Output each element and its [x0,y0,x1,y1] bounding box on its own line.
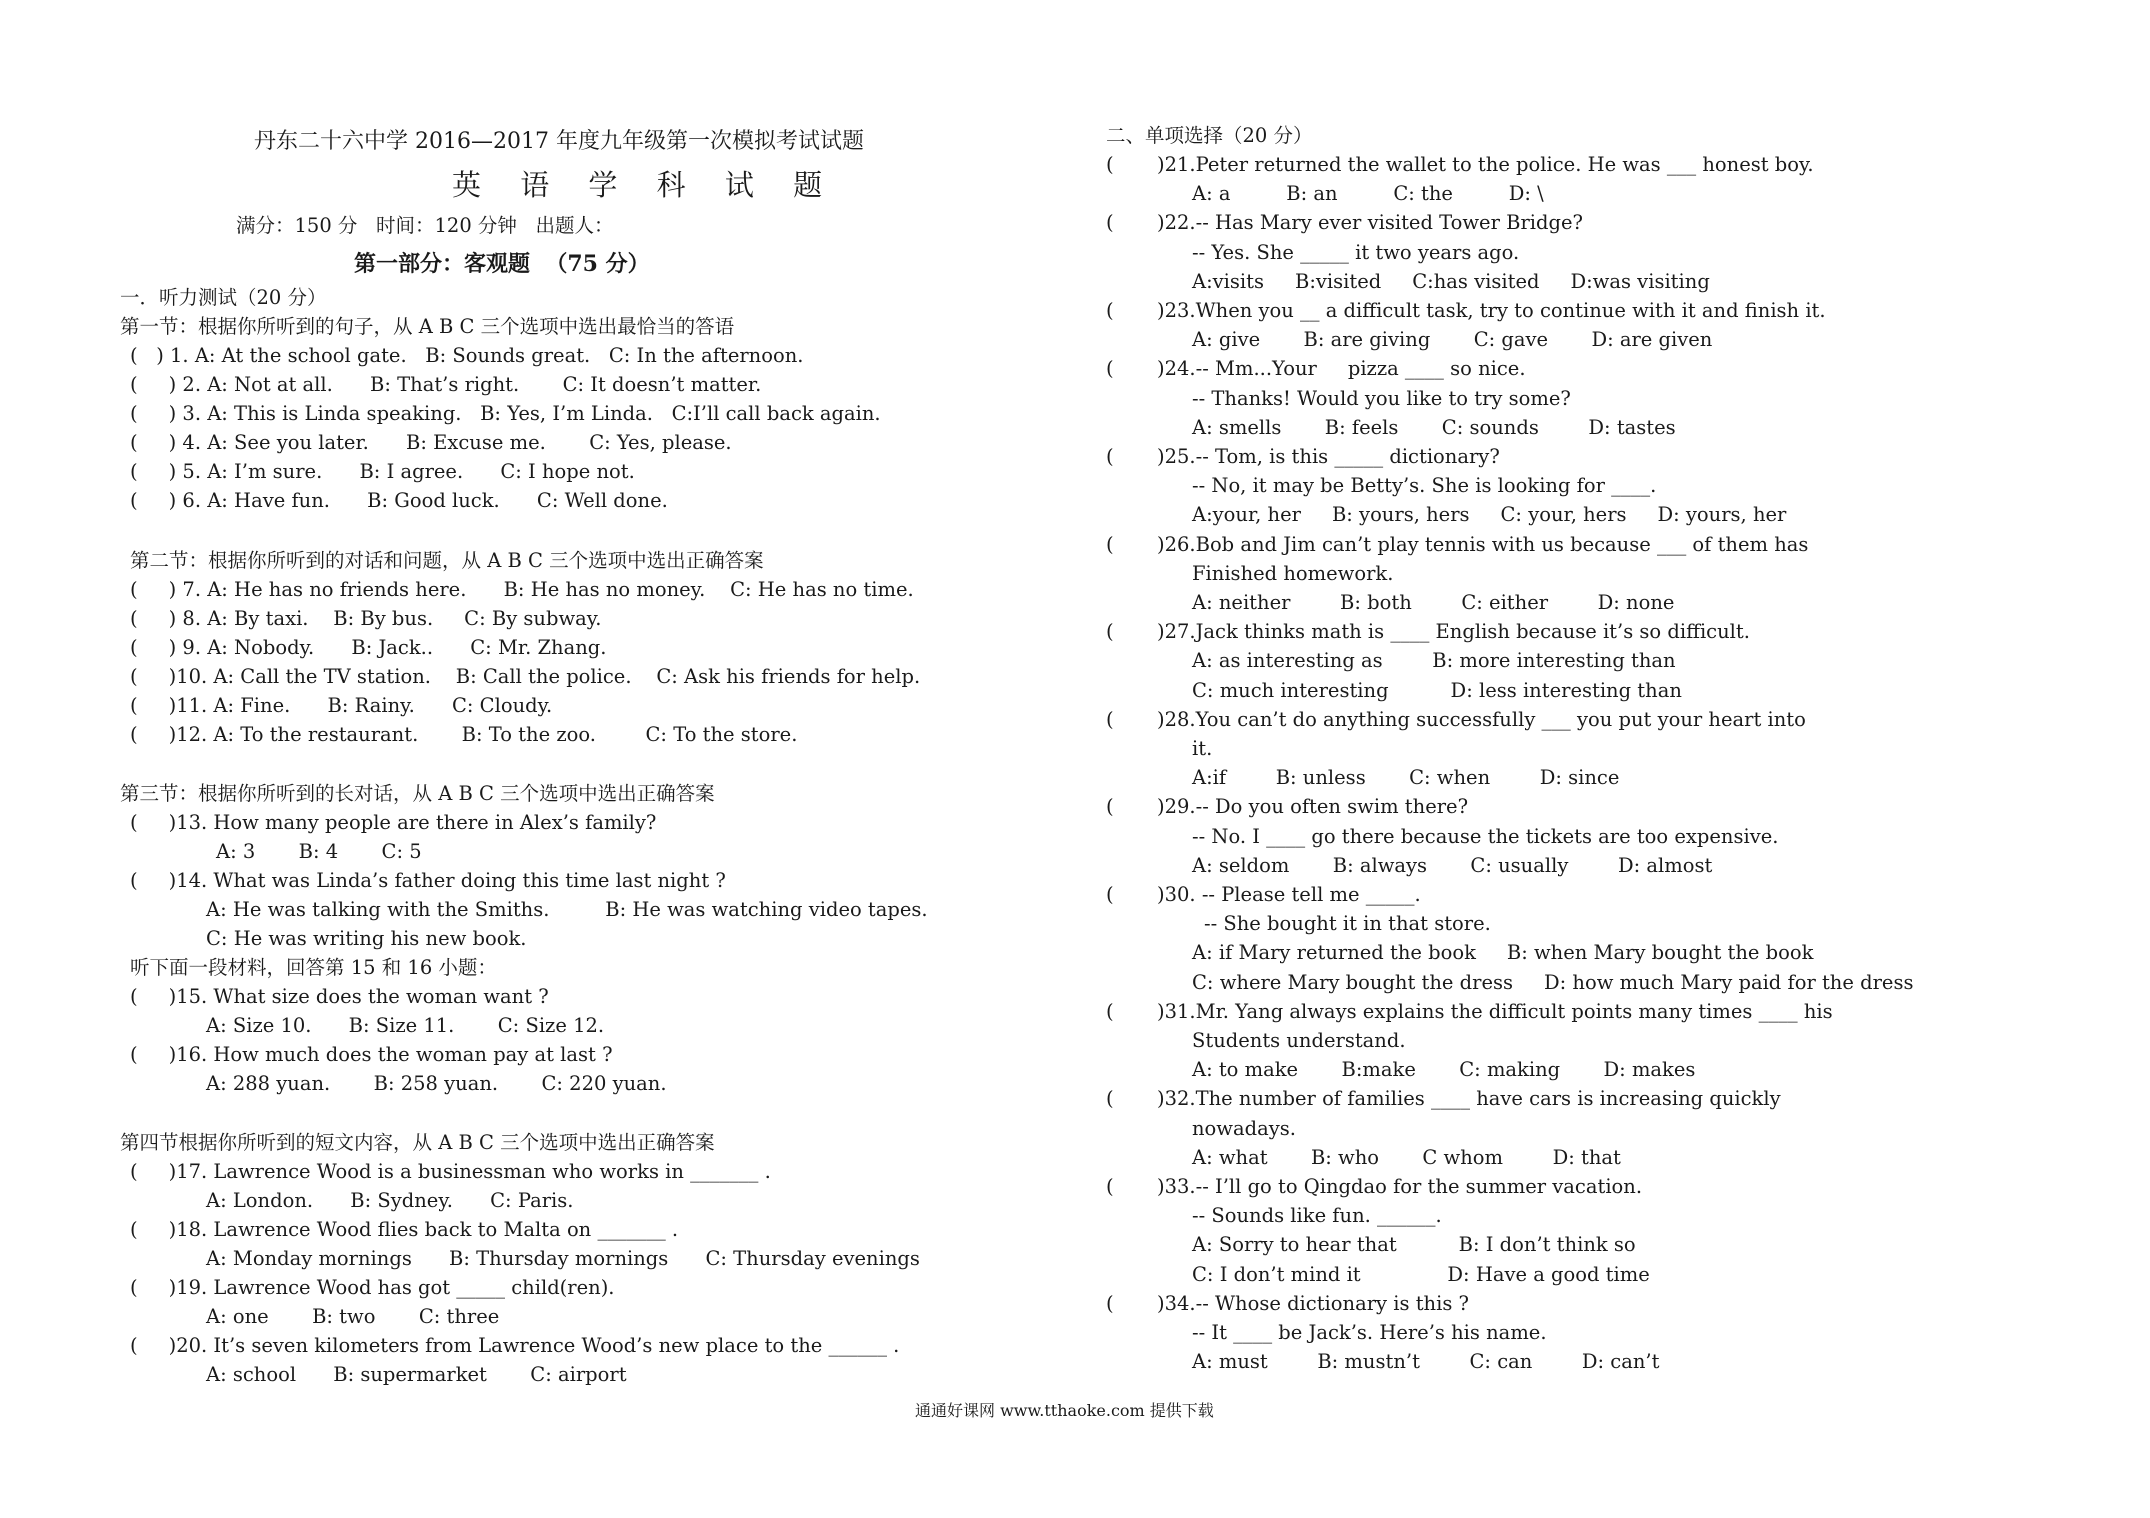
continuation-line: -- No, it may be Betty’s. She is looking for ____. [1192,474,1657,498]
question-line: ( )25.-- Tom, is this _____ dictionary? [1106,445,1500,468]
option-line: A: Sorry to hear that B: I don’t think so [1192,1233,1636,1257]
section-heading: 第二节：根据你所听到的对话和问题，从 A B C 三个选项中选出正确答案 [130,549,764,572]
option-line: A: 3 B: 4 C: 5 [216,840,422,863]
question-line: ( )16. How much does the woman pay at last ? [130,1043,613,1066]
question-line: ( )17. Lawrence Wood is a businessman who works in _______ . [130,1160,771,1183]
option-line: A: as interesting as B: more interesting than [1192,649,1676,673]
question-line: ( ) 9. A: Nobody. B: Jack.. C: Mr. Zhang. [130,636,607,659]
exam-info: 满分：150 分 时间：120 分钟 出题人： [236,214,614,237]
question-line: ( )27.Jack thinks math is ____ English because it’s so difficult. [1106,620,1750,644]
subject-title: 英 语 学 科 试 题 [452,168,838,202]
option-line: C: much interesting D: less interesting than [1192,678,1682,702]
continuation-line: it. [1192,737,1213,760]
school-title: 丹东二十六中学 2016—2017 年度九年级第一次模拟考试试题 [254,129,864,154]
question-line: ( )13. How many people are there in Alex’s family? [130,811,657,834]
question-line: ( ) 6. A: Have fun. B: Good luck. C: Well done. [130,489,668,512]
question-line: ( )20. It’s seven kilometers from Lawrence Wood’s new place to the ______ . [130,1334,900,1357]
question-line: ( )31.Mr. Yang always explains the difficult points many times ____ his [1106,999,1833,1023]
question-line: ( )12. A: To the restaurant. B: To the zoo. C: To the store. [130,723,798,746]
question-line: ( )24.-- Mm...Your pizza ____ so nice. [1106,357,1526,381]
section-heading: 第三节：根据你所听到的长对话，从 A B C 三个选项中选出正确答案 [120,782,715,805]
question-line: ( )22.-- Has Mary ever visited Tower Bridge? [1106,211,1583,235]
option-line: A: what B: who C whom D: that [1192,1145,1621,1169]
option-line: A: give B: are giving C: gave D: are given [1192,328,1713,352]
continuation-line: -- It ____ be Jack’s. Here’s his name. [1192,1321,1547,1344]
option-line: A:visits B:visited C:has visited D:was visiting [1192,269,1710,293]
continuation-line: -- Sounds like fun. ______. [1192,1204,1442,1228]
option-line: A: seldom B: always C: usually D: almost [1192,853,1713,877]
question-line: ( ) 4. A: See you later. B: Excuse me. C: Yes, please. [130,431,732,454]
continuation-line: -- Thanks! Would you like to try some? [1192,386,1571,410]
option-line: A: Monday mornings B: Thursday mornings C: Thursday evenings [206,1247,920,1270]
question-line: ( )19. Lawrence Wood has got _____ child(ren). [130,1276,615,1299]
option-line: A: Size 10. B: Size 11. C: Size 12. [206,1014,605,1037]
continuation-line: -- No. I ____ go there because the tickets are too expensive. [1192,824,1779,848]
option-line: A: if Mary returned the book B: when Mary bought the book [1192,941,1814,965]
section-title: 二、单项选择（20 分） [1106,124,1313,147]
footer-credit: 通通好课网 www.tthaoke.com 提供下载 [915,1401,1214,1420]
question-line: ( )15. What size does the woman want ? [130,985,549,1008]
section-heading: 第四节根据你所听到的短文内容，从 A B C 三个选项中选出正确答案 [120,1131,715,1154]
question-line: ( )14. What was Linda’s father doing this time last night ? [130,869,726,892]
question-line: ( )11. A: Fine. B: Rainy. C: Cloudy. [130,694,553,717]
instruction-line: 听下面一段材料，回答第 15 和 16 小题： [130,956,497,979]
question-line: ( )18. Lawrence Wood flies back to Malta on _______ . [130,1218,679,1241]
question-line: ( )32.The number of families ____ have cars is increasing quickly [1106,1087,1781,1111]
question-line: ( ) 1. A: At the school gate. B: Sounds great. C: In the afternoon. [130,344,804,367]
question-line: ( ) 8. A: By taxi. B: By bus. C: By subway. [130,607,602,630]
question-line: ( )10. A: Call the TV station. B: Call the police. C: Ask his friends for help. [130,665,921,688]
continuation-line: nowadays. [1192,1116,1296,1140]
question-line: ( ) 5. A: I’m sure. B: I agree. C: I hope not. [130,460,635,483]
question-line: ( )28.You can’t do anything successfully ___ you put your heart into [1106,707,1806,731]
option-line: A:your, her B: yours, hers C: your, hers D: yours, her [1192,503,1787,527]
option-line: A: to make B:make C: making D: makes [1192,1058,1696,1082]
option-line: C: where Mary bought the dress D: how much Mary paid for the dress [1192,970,1914,994]
question-line: ( )21.Peter returned the wallet to the police. He was ___ honest boy. [1106,153,1814,176]
continuation-line: -- She bought it in that store. [1204,912,1491,936]
question-line: ( ) 3. A: This is Linda speaking. B: Yes, I’m Linda. C:I’ll call back again. [130,402,881,425]
option-line: A:if B: unless C: when D: since [1192,766,1620,790]
section-heading: 第一节：根据你所听到的句子，从 A B C 三个选项中选出最恰当的答语 [120,315,735,338]
option-line: A: neither B: both C: either D: none [1192,591,1675,614]
question-line: ( )26.Bob and Jim can’t play tennis with us because ___ of them has [1106,532,1809,556]
question-line: ( )29.-- Do you often swim there? [1106,795,1469,819]
continuation-line: Finished homework. [1192,561,1394,585]
question-line: ( ) 7. A: He has no friends here. B: He has no money. C: He has no time. [130,578,914,601]
section-title: 一．听力测试（20 分） [120,286,327,309]
part-title: 第一部分：客观题 （75 分） [354,251,650,277]
question-line: ( )34.-- Whose dictionary is this ? [1106,1291,1469,1315]
option-line: A: London. B: Sydney. C: Paris. [206,1189,574,1212]
option-line: A: one B: two C: three [206,1305,500,1328]
option-line: A: a B: an C: the D: \ [1192,182,1544,206]
option-line: C: I don’t mind it D: Have a good time [1192,1262,1650,1286]
option-line: A: smells B: feels C: sounds D: tastes [1192,415,1676,439]
option-line: A: school B: supermarket C: airport [206,1363,627,1386]
question-line: ( )33.-- I’ll go to Qingdao for the summer vacation. [1106,1175,1643,1198]
option-line: A: must B: mustn’t C: can D: can’t [1192,1350,1660,1374]
continuation-line: -- Yes. She _____ it two years ago. [1192,240,1520,264]
option-line: C: He was writing his new book. [206,927,527,950]
continuation-line: Students understand. [1192,1029,1406,1052]
question-line: ( )30. -- Please tell me _____. [1106,883,1421,906]
option-line: A: He was talking with the Smiths. B: He was watching video tapes. [206,898,928,921]
question-line: ( ) 2. A: Not at all. B: That’s right. C: It doesn’t matter. [130,373,762,396]
option-line: A: 288 yuan. B: 258 yuan. C: 220 yuan. [206,1072,667,1095]
question-line: ( )23.When you __ a difficult task, try to continue with it and finish it. [1106,299,1826,322]
